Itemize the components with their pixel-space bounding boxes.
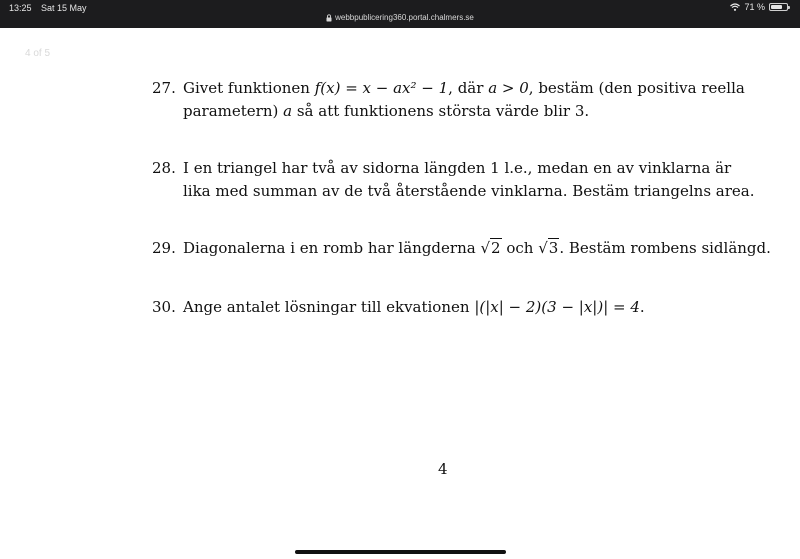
document-viewer[interactable]	[0, 28, 800, 559]
url-text[interactable]: webbpublicering360.portal.chalmers.se	[335, 13, 474, 22]
status-time: 13:25	[9, 3, 32, 13]
problem-28: 28. I en triangel har två av sidorna längden 1 l.e., medan en av vinklarna är lika med summan av de två återstående vinklarna. Bestäm triangelns area.	[152, 157, 762, 203]
function-formula: f(x) = x − ax² − 1	[314, 79, 449, 97]
problem-29	[152, 237, 771, 260]
lock-icon	[326, 14, 332, 22]
condition: a > 0	[488, 79, 529, 97]
problem-text: Diagonalerna i en romb har längderna √2 och √3. Bestäm rombens sidlängd.	[183, 237, 762, 260]
battery-icon	[769, 3, 788, 11]
problem-text: Ange antalet lösningar till ekvationen |(|x| − 2)(3 − |x|)| = 4.	[183, 298, 645, 316]
problem-number: 27.	[152, 79, 176, 97]
problem-number: 28.	[152, 159, 176, 177]
problem-text: I en triangel har två av sidorna längden 1 l.e., medan en av vinklarna är	[183, 159, 732, 177]
sqrt-2: √2	[480, 239, 501, 257]
status-date: Sat 15 May	[41, 3, 87, 13]
problem-text: Givet funktionen f(x) = x − ax² − 1, där a > 0, bestäm (den positiva reella	[183, 79, 745, 97]
page-indicator: 4 of 5	[25, 48, 51, 59]
problem-27: 27. Givet funktionen f(x) = x − ax² − 1, där a > 0, bestäm (den positiva reella parametern) a så att funktionens största värde blir 3.	[152, 77, 762, 123]
status-indicators	[730, 2, 788, 12]
sqrt-3: √3	[538, 239, 559, 257]
home-indicator[interactable]	[295, 550, 506, 554]
problem-number: 29.	[152, 239, 176, 257]
wifi-icon	[730, 3, 740, 11]
page-number: 4	[438, 460, 448, 478]
problem-30	[152, 296, 762, 319]
battery-percent: 71 %	[744, 2, 765, 12]
battery-level	[771, 5, 782, 9]
address-bar[interactable]	[0, 13, 800, 28]
equation: |(|x| − 2)(3 − |x|)| = 4	[474, 298, 640, 316]
problem-number: 30.	[152, 298, 176, 316]
